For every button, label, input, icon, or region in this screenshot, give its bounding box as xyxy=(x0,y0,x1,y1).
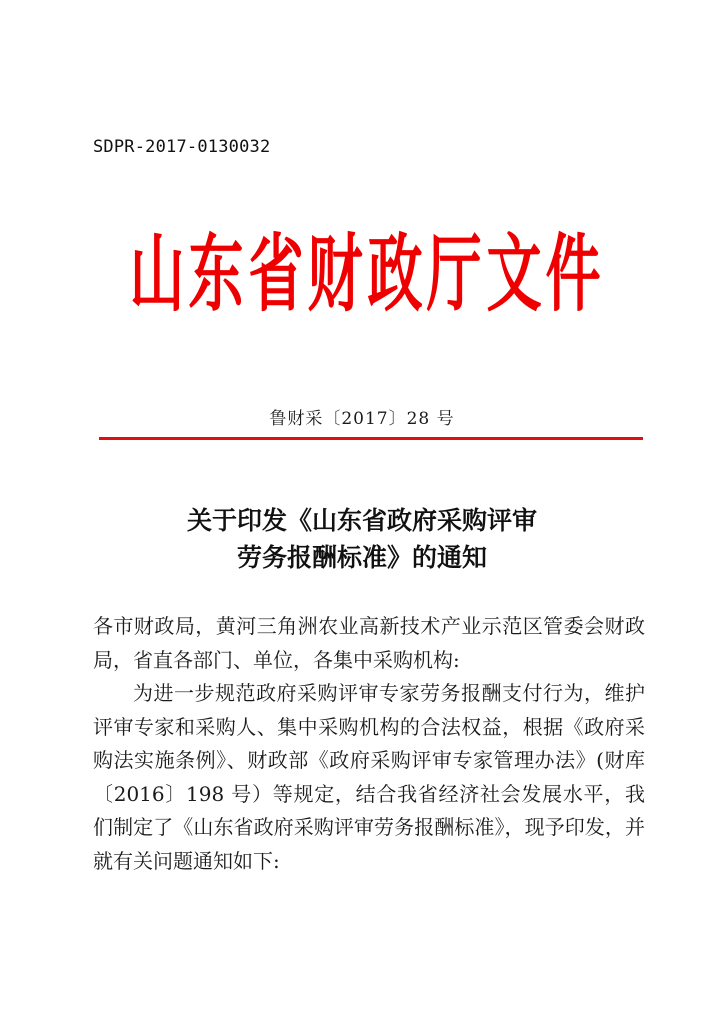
document-code: SDPR-2017-0130032 xyxy=(93,137,271,157)
notice-body xyxy=(93,610,645,878)
issuer-title-char: 厅 xyxy=(426,224,482,324)
issuer-title-char: 省 xyxy=(248,224,304,324)
notice-title xyxy=(0,502,724,576)
document-number: 鲁财采〔2017〕28 号 xyxy=(269,409,455,429)
salutation: 各市财政局，黄河三角洲农业高新技术产业示范区管委会财政局，省直各部门、单位，各集中采购机构: xyxy=(93,614,645,672)
notice-title-line-1: 关于印发《山东省政府采购评审 xyxy=(186,506,537,535)
notice-title-line-2: 劳务报酬标准》的通知 xyxy=(236,543,487,572)
issuer-title-char: 山 xyxy=(129,224,185,324)
issuer-title-char: 文 xyxy=(485,224,542,324)
issuer-title-char: 政 xyxy=(367,224,423,324)
red-divider-rule xyxy=(99,437,643,440)
issuer-title xyxy=(128,226,602,322)
body-paragraph: 为进一步规范政府采购评审专家劳务报酬支付行为，维护评审专家和采购人、集中采购机构的合法权益，根据《政府采购法实施条例》、财政部《政府采购评审专家管理办法》(财库〔2016〕198 号）等规定，结合我省经济社会发展水平，我们制定了《山东省政府采购评审劳务报酬标准》，现予印发，并就有关问题通知如下: xyxy=(93,681,645,873)
issuer-title-char: 东 xyxy=(188,224,244,324)
issuer-title-char: 财 xyxy=(307,224,363,324)
issuer-title-char: 件 xyxy=(545,224,601,324)
